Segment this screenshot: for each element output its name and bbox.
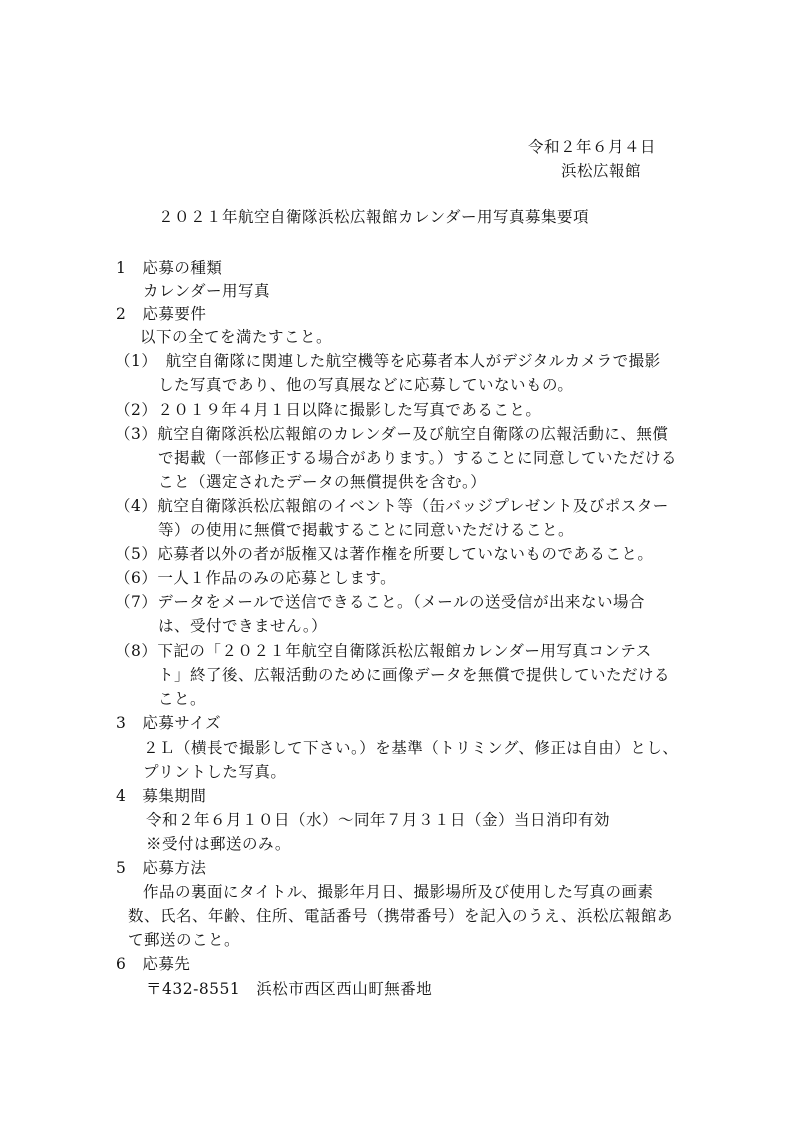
list-item: （6）一人１作品のみの応募とします。 (115, 569, 397, 587)
list-item: （8）下記の「２０２１年航空自衛隊浜松広報館カレンダー用写真コンテス (115, 642, 652, 660)
list-item-continuation: 等）の使用に無償で掲載することに同意いただけること。 (158, 521, 575, 539)
list-item-continuation: こと。 (158, 690, 207, 708)
body-line: ※受付は郵送のみ。 (146, 835, 291, 853)
issuing-office: 浜松広報館 (561, 162, 642, 180)
list-item: （3）航空自衛隊浜松広報館のカレンダー及び航空自衛隊の広報活動に、無償 (115, 425, 669, 443)
body-line: ２Ｌ（横長で撮影して下さい。）を基準（トリミング、修正は自由）とし、 (143, 739, 679, 757)
list-item: （4）航空自衛隊浜松広報館のイベント等（缶バッジプレゼント及びポスター (115, 497, 669, 515)
body-line: て郵送のこと。 (128, 931, 241, 949)
body-line: 令和２年６月１０日（水）～同年７月３１日（金）当日消印有効 (146, 811, 611, 829)
section-heading: 3 応募サイズ (116, 714, 222, 732)
body-line: 〒432-8551 浜松市西区西山町無番地 (146, 980, 433, 998)
body-line: 数、氏名、年齢、住所、電話番号（携帯番号）を記入のうえ、浜松広報館あ (128, 907, 673, 925)
body-line: カレンダー用写真 (143, 282, 270, 300)
body-line: 以下の全てを満たすこと。 (140, 328, 333, 346)
document-title: ２０２１年航空自衛隊浜松広報館カレンダー用写真募集要項 (158, 208, 589, 226)
list-item-continuation: こと（選定されたデータの無償提供を含む。） (158, 473, 487, 491)
list-item-continuation: で掲載（一部修正する場合があります。）することに同意していただける (158, 449, 678, 467)
section-heading: 1 応募の種類 (116, 259, 223, 277)
list-item: （1） 航空自衛隊に関連した航空機等を応募者本人がデジタルカメラで撮影 (115, 352, 661, 370)
list-item-continuation: した写真であり、他の写真展などに応募していないもの。 (158, 376, 574, 394)
section-heading: 2 応募要件 (116, 305, 207, 323)
list-item-continuation: は、受付できません。） (158, 617, 328, 635)
section-heading: 5 応募方法 (116, 859, 207, 877)
list-item: （5）応募者以外の者が版権又は著作権を所要していないものであること。 (115, 545, 654, 563)
body-line: 作品の裏面にタイトル、撮影年月日、撮影場所及び使用した写真の画素 (143, 883, 654, 901)
section-heading: 6 応募先 (116, 955, 191, 973)
document-date: 令和２年６月４日 (528, 138, 657, 156)
list-item-continuation: ト」終了後、広報活動のために画像データを無償で提供していただける (158, 666, 671, 684)
list-item: （7）データをメールで送信できること。（メールの送受信が出来ない場合 (115, 593, 645, 611)
list-item: （2）２０１９年４月１日以降に撮影した写真であること。 (115, 401, 542, 419)
body-line: プリントした写真。 (143, 763, 287, 781)
section-heading: 4 募集期間 (116, 787, 207, 805)
